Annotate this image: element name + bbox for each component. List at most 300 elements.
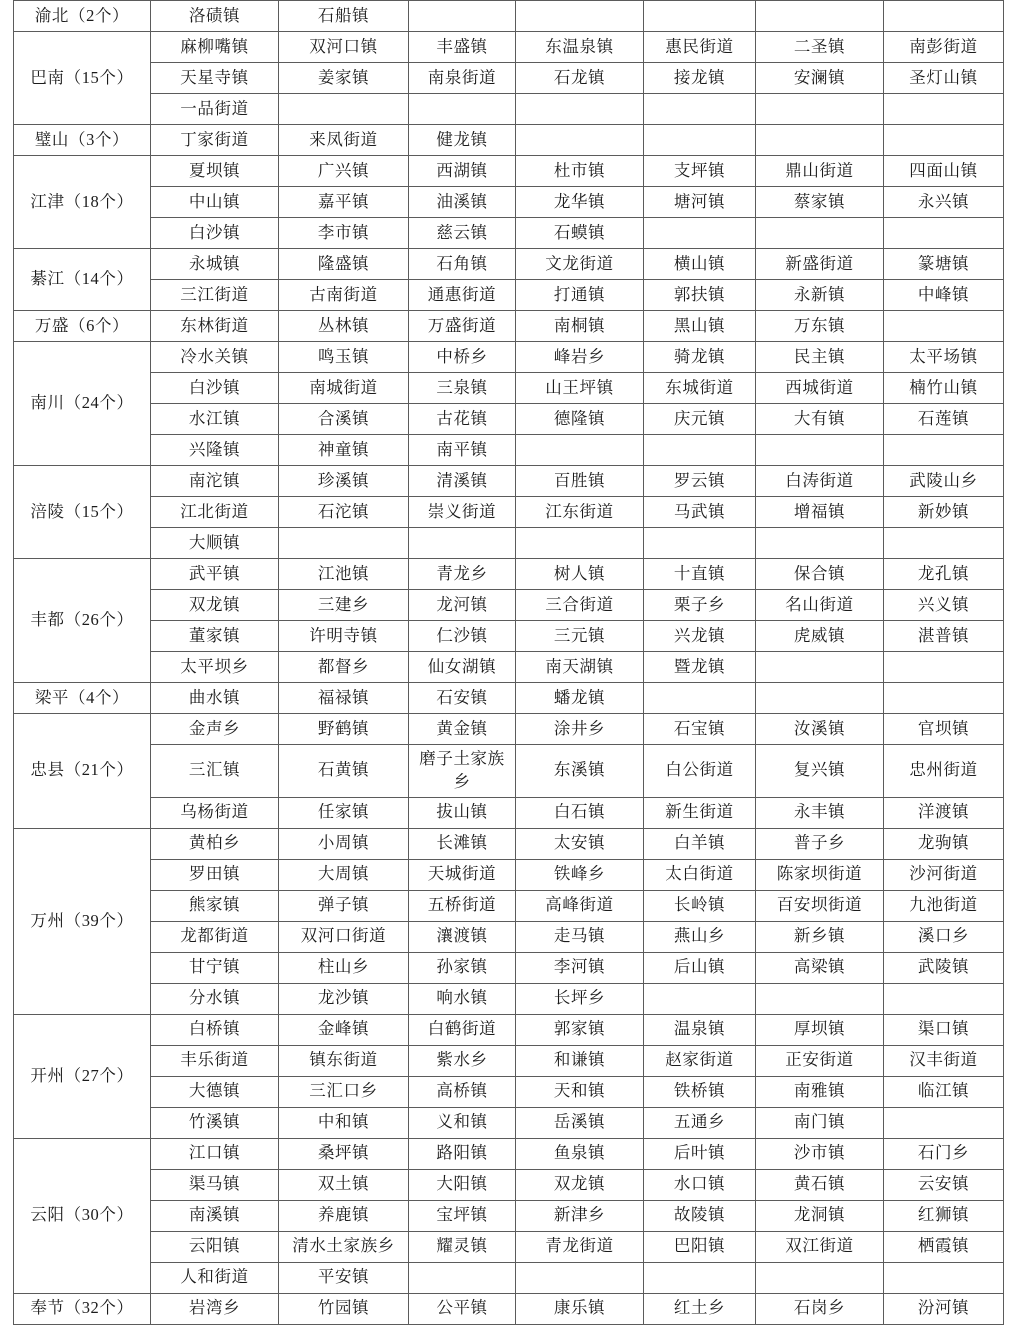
empty-cell <box>756 1262 884 1293</box>
town-name-cell: 故陵镇 <box>644 1200 756 1231</box>
town-name-cell: 万东镇 <box>756 311 884 342</box>
table-row <box>14 280 1004 311</box>
town-name-cell: 万盛街道 <box>409 311 516 342</box>
empty-cell <box>644 94 756 125</box>
town-name-cell: 清溪镇 <box>409 466 516 497</box>
town-name-cell: 丰盛镇 <box>409 32 516 63</box>
table-row <box>14 249 1004 280</box>
table-row <box>14 528 1004 559</box>
town-name-cell: 支坪镇 <box>644 156 756 187</box>
table-row <box>14 1014 1004 1045</box>
empty-cell <box>409 94 516 125</box>
town-name-cell: 四面山镇 <box>884 156 1004 187</box>
town-name-cell: 篆塘镇 <box>884 249 1004 280</box>
table-row <box>14 435 1004 466</box>
empty-cell <box>409 528 516 559</box>
table-row <box>14 466 1004 497</box>
town-name-cell: 宝坪镇 <box>409 1200 516 1231</box>
town-name-cell: 后山镇 <box>644 952 756 983</box>
town-name-cell: 云安镇 <box>884 1169 1004 1200</box>
empty-cell <box>516 528 644 559</box>
town-name-cell: 竹园镇 <box>279 1293 409 1324</box>
town-name-cell: 紫水乡 <box>409 1045 516 1076</box>
table-row <box>14 1138 1004 1169</box>
town-name-cell: 石门乡 <box>884 1138 1004 1169</box>
table-row <box>14 952 1004 983</box>
town-name-cell: 李河镇 <box>516 952 644 983</box>
empty-cell <box>884 1262 1004 1293</box>
town-name-cell: 接龙镇 <box>644 63 756 94</box>
empty-cell <box>409 1 516 32</box>
district-name-cell: 江津（18个） <box>14 156 151 249</box>
town-name-cell: 涂井乡 <box>516 714 644 745</box>
town-name-cell: 暨龙镇 <box>644 652 756 683</box>
district-name-cell: 奉节（32个） <box>14 1293 151 1324</box>
district-name-cell: 梁平（4个） <box>14 683 151 714</box>
table-row <box>14 342 1004 373</box>
empty-cell <box>644 983 756 1014</box>
town-name-cell: 天星寺镇 <box>151 63 279 94</box>
town-name-cell: 石岗乡 <box>756 1293 884 1324</box>
town-name-cell: 铁峰乡 <box>516 859 644 890</box>
town-name-cell: 二圣镇 <box>756 32 884 63</box>
district-name-cell: 云阳（30个） <box>14 1138 151 1293</box>
town-name-cell: 一品街道 <box>151 94 279 125</box>
town-name-cell: 高峰街道 <box>516 890 644 921</box>
town-name-cell: 德隆镇 <box>516 404 644 435</box>
town-name-cell: 天城街道 <box>409 859 516 890</box>
town-name-cell: 厚坝镇 <box>756 1014 884 1045</box>
town-name-cell: 郭扶镇 <box>644 280 756 311</box>
town-name-cell: 永新镇 <box>756 280 884 311</box>
table-row <box>14 590 1004 621</box>
town-name-cell: 塘河镇 <box>644 187 756 218</box>
town-name-cell: 龙沙镇 <box>279 983 409 1014</box>
town-name-cell: 白公街道 <box>644 745 756 798</box>
town-name-cell: 沙市镇 <box>756 1138 884 1169</box>
district-name-cell: 开州（27个） <box>14 1014 151 1138</box>
town-name-cell: 路阳镇 <box>409 1138 516 1169</box>
table-row <box>14 1076 1004 1107</box>
town-name-cell: 虎威镇 <box>756 621 884 652</box>
district-name-cell: 南川（24个） <box>14 342 151 466</box>
town-name-cell: 正安街道 <box>756 1045 884 1076</box>
empty-cell <box>884 218 1004 249</box>
town-name-cell: 分水镇 <box>151 983 279 1014</box>
empty-cell <box>644 1 756 32</box>
town-name-cell: 曲水镇 <box>151 683 279 714</box>
town-name-cell: 健龙镇 <box>409 125 516 156</box>
empty-cell <box>756 652 884 683</box>
table-row-tall <box>14 745 1004 798</box>
town-name-cell: 丁家街道 <box>151 125 279 156</box>
town-name-cell: 拔山镇 <box>409 797 516 828</box>
table-row <box>14 828 1004 859</box>
town-name-cell: 赵家街道 <box>644 1045 756 1076</box>
empty-cell <box>516 1262 644 1293</box>
town-name-cell: 都督乡 <box>279 652 409 683</box>
table-row <box>14 890 1004 921</box>
table-row <box>14 187 1004 218</box>
town-name-cell: 姜家镇 <box>279 63 409 94</box>
table-row <box>14 125 1004 156</box>
town-name-cell: 响水镇 <box>409 983 516 1014</box>
town-name-cell: 大德镇 <box>151 1076 279 1107</box>
town-name-cell: 青龙街道 <box>516 1231 644 1262</box>
town-name-cell: 黑山镇 <box>644 311 756 342</box>
town-name-cell: 龙河镇 <box>409 590 516 621</box>
town-name-cell: 夏坝镇 <box>151 156 279 187</box>
town-name-cell: 瀼渡镇 <box>409 921 516 952</box>
town-name-cell: 中峰镇 <box>884 280 1004 311</box>
town-name-cell: 龙驹镇 <box>884 828 1004 859</box>
town-name-cell: 石角镇 <box>409 249 516 280</box>
town-name-cell: 白桥镇 <box>151 1014 279 1045</box>
town-name-cell: 石船镇 <box>279 1 409 32</box>
town-name-cell: 石沱镇 <box>279 497 409 528</box>
empty-cell <box>756 94 884 125</box>
table-row-tall <box>14 1231 1004 1262</box>
table-row <box>14 1 1004 32</box>
town-name-cell: 普子乡 <box>756 828 884 859</box>
town-name-cell: 金峰镇 <box>279 1014 409 1045</box>
empty-cell <box>884 528 1004 559</box>
town-name-cell: 临江镇 <box>884 1076 1004 1107</box>
district-name-cell: 万州（39个） <box>14 828 151 1014</box>
town-name-cell: 南沱镇 <box>151 466 279 497</box>
town-name-cell: 溪口乡 <box>884 921 1004 952</box>
town-name-cell: 南雅镇 <box>756 1076 884 1107</box>
town-name-cell: 油溪镇 <box>409 187 516 218</box>
town-name-cell: 中桥乡 <box>409 342 516 373</box>
town-name-cell: 公平镇 <box>409 1293 516 1324</box>
town-name-cell: 楠竹山镇 <box>884 373 1004 404</box>
table-row <box>14 404 1004 435</box>
empty-cell <box>884 683 1004 714</box>
town-name-cell: 大阳镇 <box>409 1169 516 1200</box>
town-name-cell: 巴阳镇 <box>644 1231 756 1262</box>
town-name-cell: 镇东街道 <box>279 1045 409 1076</box>
town-name-cell: 汾河镇 <box>884 1293 1004 1324</box>
town-name-cell: 百胜镇 <box>516 466 644 497</box>
town-name-cell: 竹溪镇 <box>151 1107 279 1138</box>
town-name-cell: 三建乡 <box>279 590 409 621</box>
town-name-cell: 康乐镇 <box>516 1293 644 1324</box>
district-name-cell: 渝北（2个） <box>14 1 151 32</box>
town-name-cell: 三江街道 <box>151 280 279 311</box>
town-name-cell: 洛碛镇 <box>151 1 279 32</box>
town-name-cell: 永城镇 <box>151 249 279 280</box>
town-name-cell: 燕山乡 <box>644 921 756 952</box>
town-name-cell: 双龙镇 <box>151 590 279 621</box>
empty-cell <box>279 528 409 559</box>
town-name-cell: 百安坝街道 <box>756 890 884 921</box>
district-name-cell: 巴南（15个） <box>14 32 151 125</box>
town-name-cell: 中和镇 <box>279 1107 409 1138</box>
empty-cell <box>884 94 1004 125</box>
empty-cell <box>884 652 1004 683</box>
town-name-cell: 新妙镇 <box>884 497 1004 528</box>
town-name-cell: 马武镇 <box>644 497 756 528</box>
town-name-cell: 弹子镇 <box>279 890 409 921</box>
town-name-cell: 青龙乡 <box>409 559 516 590</box>
town-name-cell: 古南街道 <box>279 280 409 311</box>
town-name-cell: 岳溪镇 <box>516 1107 644 1138</box>
town-name-cell: 峰岩乡 <box>516 342 644 373</box>
table-row <box>14 156 1004 187</box>
town-name-cell: 李市镇 <box>279 218 409 249</box>
town-name-cell: 铁桥镇 <box>644 1076 756 1107</box>
town-name-cell: 石黄镇 <box>279 745 409 798</box>
town-name-cell: 官坝镇 <box>884 714 1004 745</box>
town-name-cell: 石宝镇 <box>644 714 756 745</box>
town-name-cell: 南门镇 <box>756 1107 884 1138</box>
town-name-cell: 永兴镇 <box>884 187 1004 218</box>
empty-cell <box>516 94 644 125</box>
table-row <box>14 32 1004 63</box>
town-name-cell: 熊家镇 <box>151 890 279 921</box>
town-name-cell: 仁沙镇 <box>409 621 516 652</box>
town-name-cell: 慈云镇 <box>409 218 516 249</box>
town-name-cell: 白石镇 <box>516 797 644 828</box>
town-name-cell: 东林街道 <box>151 311 279 342</box>
empty-cell <box>516 435 644 466</box>
town-name-cell: 任家镇 <box>279 797 409 828</box>
town-name-cell: 永丰镇 <box>756 797 884 828</box>
town-name-cell: 耀灵镇 <box>409 1231 516 1262</box>
town-name-cell: 新乡镇 <box>756 921 884 952</box>
town-name-cell: 三汇镇 <box>151 745 279 798</box>
town-name-cell: 养鹿镇 <box>279 1200 409 1231</box>
town-name-cell: 走马镇 <box>516 921 644 952</box>
town-name-cell: 杜市镇 <box>516 156 644 187</box>
town-name-cell: 西湖镇 <box>409 156 516 187</box>
table-row <box>14 559 1004 590</box>
table-row <box>14 1262 1004 1293</box>
town-name-cell: 福禄镇 <box>279 683 409 714</box>
town-name-cell: 湛普镇 <box>884 621 1004 652</box>
table-row <box>14 1107 1004 1138</box>
district-name-cell: 丰都（26个） <box>14 559 151 683</box>
town-name-cell: 石龙镇 <box>516 63 644 94</box>
empty-cell <box>756 683 884 714</box>
town-name-cell: 江池镇 <box>279 559 409 590</box>
town-name-cell: 丰乐街道 <box>151 1045 279 1076</box>
town-name-cell: 龙都街道 <box>151 921 279 952</box>
empty-cell <box>884 311 1004 342</box>
town-name-cell: 南桐镇 <box>516 311 644 342</box>
town-name-cell: 长坪乡 <box>516 983 644 1014</box>
town-name-cell: 罗田镇 <box>151 859 279 890</box>
town-name-cell: 义和镇 <box>409 1107 516 1138</box>
empty-cell <box>884 1107 1004 1138</box>
district-name-cell: 涪陵（15个） <box>14 466 151 559</box>
town-name-cell: 五桥街道 <box>409 890 516 921</box>
town-name-cell: 南溪镇 <box>151 1200 279 1231</box>
town-name-cell: 安澜镇 <box>756 63 884 94</box>
town-name-cell: 石莲镇 <box>884 404 1004 435</box>
town-name-cell: 嘉平镇 <box>279 187 409 218</box>
town-name-cell: 白沙镇 <box>151 218 279 249</box>
empty-cell <box>644 683 756 714</box>
town-name-cell: 武平镇 <box>151 559 279 590</box>
town-name-cell: 文龙街道 <box>516 249 644 280</box>
empty-cell <box>884 125 1004 156</box>
town-name-cell: 许明寺镇 <box>279 621 409 652</box>
empty-cell <box>884 1 1004 32</box>
empty-cell <box>516 125 644 156</box>
town-name-cell: 栗子乡 <box>644 590 756 621</box>
empty-cell <box>756 218 884 249</box>
town-name-cell: 三泉镇 <box>409 373 516 404</box>
town-name-cell: 骑龙镇 <box>644 342 756 373</box>
town-name-cell: 古花镇 <box>409 404 516 435</box>
town-name-cell: 和谦镇 <box>516 1045 644 1076</box>
town-name-cell: 汝溪镇 <box>756 714 884 745</box>
town-name-cell: 罗云镇 <box>644 466 756 497</box>
town-name-cell: 平安镇 <box>279 1262 409 1293</box>
town-name-cell: 隆盛镇 <box>279 249 409 280</box>
table-row <box>14 497 1004 528</box>
town-name-cell: 双土镇 <box>279 1169 409 1200</box>
town-name-cell: 水口镇 <box>644 1169 756 1200</box>
empty-cell <box>756 983 884 1014</box>
town-name-cell: 珍溪镇 <box>279 466 409 497</box>
town-name-cell: 蟠龙镇 <box>516 683 644 714</box>
town-name-cell: 红狮镇 <box>884 1200 1004 1231</box>
town-name-cell: 大周镇 <box>279 859 409 890</box>
table-row <box>14 652 1004 683</box>
town-name-cell: 小周镇 <box>279 828 409 859</box>
town-name-cell: 南天湖镇 <box>516 652 644 683</box>
town-name-cell: 双河口街道 <box>279 921 409 952</box>
town-name-cell: 东温泉镇 <box>516 32 644 63</box>
town-name-cell: 忠州街道 <box>884 745 1004 798</box>
town-name-cell: 汉丰街道 <box>884 1045 1004 1076</box>
town-name-cell: 南彭街道 <box>884 32 1004 63</box>
table-row <box>14 94 1004 125</box>
table-row <box>14 621 1004 652</box>
town-name-cell: 来凤街道 <box>279 125 409 156</box>
town-name-cell: 高梁镇 <box>756 952 884 983</box>
town-name-cell: 大顺镇 <box>151 528 279 559</box>
town-name-cell: 复兴镇 <box>756 745 884 798</box>
town-name-cell: 陈家坝街道 <box>756 859 884 890</box>
town-name-cell: 九池街道 <box>884 890 1004 921</box>
empty-cell <box>756 435 884 466</box>
town-name-cell: 太白街道 <box>644 859 756 890</box>
town-name-cell: 蔡家镇 <box>756 187 884 218</box>
empty-cell <box>884 983 1004 1014</box>
empty-cell <box>756 125 884 156</box>
town-name-cell: 西城街道 <box>756 373 884 404</box>
empty-cell <box>644 1262 756 1293</box>
town-name-cell: 渠马镇 <box>151 1169 279 1200</box>
empty-cell <box>409 1262 516 1293</box>
town-name-cell: 长岭镇 <box>644 890 756 921</box>
town-name-cell: 武陵镇 <box>884 952 1004 983</box>
town-name-cell: 江北街道 <box>151 497 279 528</box>
empty-cell <box>516 1 644 32</box>
empty-cell <box>884 435 1004 466</box>
table-row <box>14 714 1004 745</box>
town-name-cell: 仙女湖镇 <box>409 652 516 683</box>
town-name-cell: 丛林镇 <box>279 311 409 342</box>
town-name-cell: 三元镇 <box>516 621 644 652</box>
town-name-cell: 五通乡 <box>644 1107 756 1138</box>
town-name-cell: 后叶镇 <box>644 1138 756 1169</box>
town-name-cell: 合溪镇 <box>279 404 409 435</box>
town-name-cell: 树人镇 <box>516 559 644 590</box>
town-name-cell: 广兴镇 <box>279 156 409 187</box>
table-row <box>14 1293 1004 1324</box>
town-name-cell: 双龙镇 <box>516 1169 644 1200</box>
town-name-cell: 保合镇 <box>756 559 884 590</box>
town-name-cell: 渠口镇 <box>884 1014 1004 1045</box>
table-row <box>14 983 1004 1014</box>
town-name-cell: 庆元镇 <box>644 404 756 435</box>
district-name-cell: 璧山（3个） <box>14 125 151 156</box>
district-name-cell: 忠县（21个） <box>14 714 151 829</box>
town-name-cell: 鼎山街道 <box>756 156 884 187</box>
table-row <box>14 859 1004 890</box>
town-name-cell: 武陵山乡 <box>884 466 1004 497</box>
town-name-cell: 乌杨街道 <box>151 797 279 828</box>
town-name-cell: 山王坪镇 <box>516 373 644 404</box>
administrative-division-table <box>13 0 1004 1325</box>
empty-cell <box>644 435 756 466</box>
table-row <box>14 63 1004 94</box>
empty-cell <box>644 528 756 559</box>
town-name-cell: 黄石镇 <box>756 1169 884 1200</box>
town-name-cell: 增福镇 <box>756 497 884 528</box>
town-name-cell: 神童镇 <box>279 435 409 466</box>
town-name-cell: 董家镇 <box>151 621 279 652</box>
empty-cell <box>279 94 409 125</box>
town-name-cell: 新生街道 <box>644 797 756 828</box>
town-name-cell: 金声乡 <box>151 714 279 745</box>
town-name-cell: 白涛街道 <box>756 466 884 497</box>
district-name-cell: 万盛（6个） <box>14 311 151 342</box>
town-name-cell: 太平坝乡 <box>151 652 279 683</box>
town-name-cell: 横山镇 <box>644 249 756 280</box>
town-name-cell: 孙家镇 <box>409 952 516 983</box>
town-name-cell: 民主镇 <box>756 342 884 373</box>
town-name-cell: 中山镇 <box>151 187 279 218</box>
empty-cell <box>644 218 756 249</box>
town-name-cell: 天和镇 <box>516 1076 644 1107</box>
town-name-cell: 双江街道 <box>756 1231 884 1262</box>
town-name-cell: 人和街道 <box>151 1262 279 1293</box>
town-name-cell: 三汇口乡 <box>279 1076 409 1107</box>
town-name-cell: 鱼泉镇 <box>516 1138 644 1169</box>
town-name-cell: 白沙镇 <box>151 373 279 404</box>
town-name-cell: 云阳镇 <box>151 1231 279 1262</box>
town-name-cell: 郭家镇 <box>516 1014 644 1045</box>
town-name-cell: 冷水关镇 <box>151 342 279 373</box>
town-name-cell: 温泉镇 <box>644 1014 756 1045</box>
table-row <box>14 1169 1004 1200</box>
town-name-cell: 野鹤镇 <box>279 714 409 745</box>
town-name-cell: 南平镇 <box>409 435 516 466</box>
town-name-cell: 白鹤街道 <box>409 1014 516 1045</box>
town-name-cell: 兴义镇 <box>884 590 1004 621</box>
table-row <box>14 311 1004 342</box>
empty-cell <box>756 528 884 559</box>
town-name-cell: 石蟆镇 <box>516 218 644 249</box>
town-name-cell: 高桥镇 <box>409 1076 516 1107</box>
empty-cell <box>756 1 884 32</box>
